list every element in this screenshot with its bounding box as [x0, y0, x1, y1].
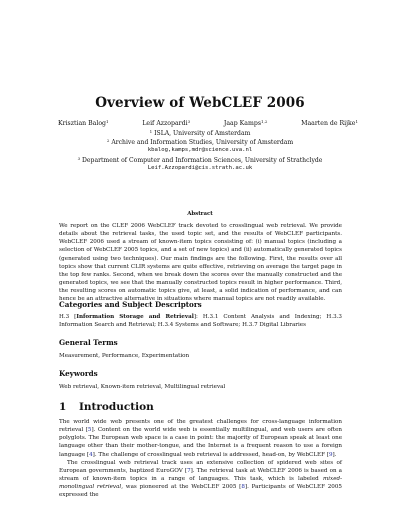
- author: Maarten de Rijke$^1$: [301, 119, 358, 127]
- citation-link[interactable]: 9: [328, 451, 333, 458]
- keywords-heading: Keywords: [59, 369, 98, 378]
- categories-text: H.3 [Information Storage and Retrieval]: H.3.1 Content Analysis and Indexing; H.3.3 Information Search and Retrieval; H.3.4 Systems and Software; H.3.7 Digital Libraries: [59, 314, 342, 329]
- categories-heading: Categories and Subject Descriptors: [59, 300, 202, 309]
- affiliation-email: Leif.Azzopardi@cis.strath.ac.uk: [147, 165, 253, 171]
- paragraph: The world wide web presents one of the greatest challenges for cross-language information retrieval [5]. Content on the world wide web is essentially multilingual, and web users are often polyglots. The European web space is a case in point: the majority of European speak at least one language other than their mother-tongue, and the Internet is a frequent reason to use a foreign language [4]. The challenge of crosslingual web retrieval is addressed, head-on, by WebCLEF [9].: [59, 419, 342, 458]
- author: Jaap Kamps$^{1,2}$: [223, 119, 268, 127]
- affiliation: $^3$ Department of Computer and Information Sciences, University of Strathclyde: [77, 156, 323, 164]
- citation-link[interactable]: 5: [87, 427, 92, 434]
- keywords-text: Web retrieval, Known-item retrieval, Multilingual retrieval: [59, 384, 226, 390]
- citation-link[interactable]: 8: [241, 484, 245, 491]
- affiliation: $^2$ Archive and Information Studies, University of Amsterdam: [106, 138, 294, 146]
- author: Leif Azzopardi$^3$: [142, 119, 191, 127]
- author-list: [58, 119, 358, 127]
- introduction-body: [59, 418, 342, 500]
- section-heading-introduction: 1 Introduction: [59, 401, 154, 413]
- abstract-text: We report on the CLEF 2006 WebCLEF track devoted to crosslingual web retrieval. We provide details about the retrieval tasks, the used topic set, and the results of WebCLEF participants. WebCLEF 2006 used a stream of known-item topics consisting of: (i) manual topics (including a selection of WebCLEF 2005 topics, and a set of new topics) and (ii) automatically generated topics (generated using two techniques). Our main findings are the following. First, the results over all topics show that current CLIR systems are quite effective, retrieving on average the target page in the top few ranks. Second, when we break down the scores over the manually constructed and the generated topics, we see that the manually constructed topics result in higher performance. Third, the resulting scores on automatic topics give, at least, a solid indication of performance, and can hence be an attractive alternative in situations where manual topics are not readily available.: [59, 223, 342, 303]
- affiliation-email: kbalog,kamps,mdr@science.uva.nl: [147, 147, 253, 153]
- paragraph: The crosslingual web retrieval track uses an extensive collection of spidered web sites of European governments, baptized EuroGOV [7]. The retrieval task at WebCLEF 2006 is based on a stream of known-item topics in a range of languages. This task, which is labeled mixed-monolingual retrieval, was pioneered at the WebCLEF 2005 [8]. Participants of WebCLEF 2005 expressed the: [59, 459, 342, 499]
- paper-title: Overview of WebCLEF 2006: [95, 95, 305, 111]
- citation-link[interactable]: 4: [89, 451, 93, 458]
- general-terms-heading: General Terms: [59, 338, 118, 347]
- author: Krisztian Balog$^1$: [58, 119, 109, 127]
- citation-link[interactable]: 7: [187, 467, 191, 474]
- abstract-heading: Abstract: [187, 211, 213, 217]
- affiliation: $^1$ ISLA, University of Amsterdam: [149, 129, 251, 137]
- general-terms-text: Measurement, Performance, Experimentation: [59, 353, 190, 359]
